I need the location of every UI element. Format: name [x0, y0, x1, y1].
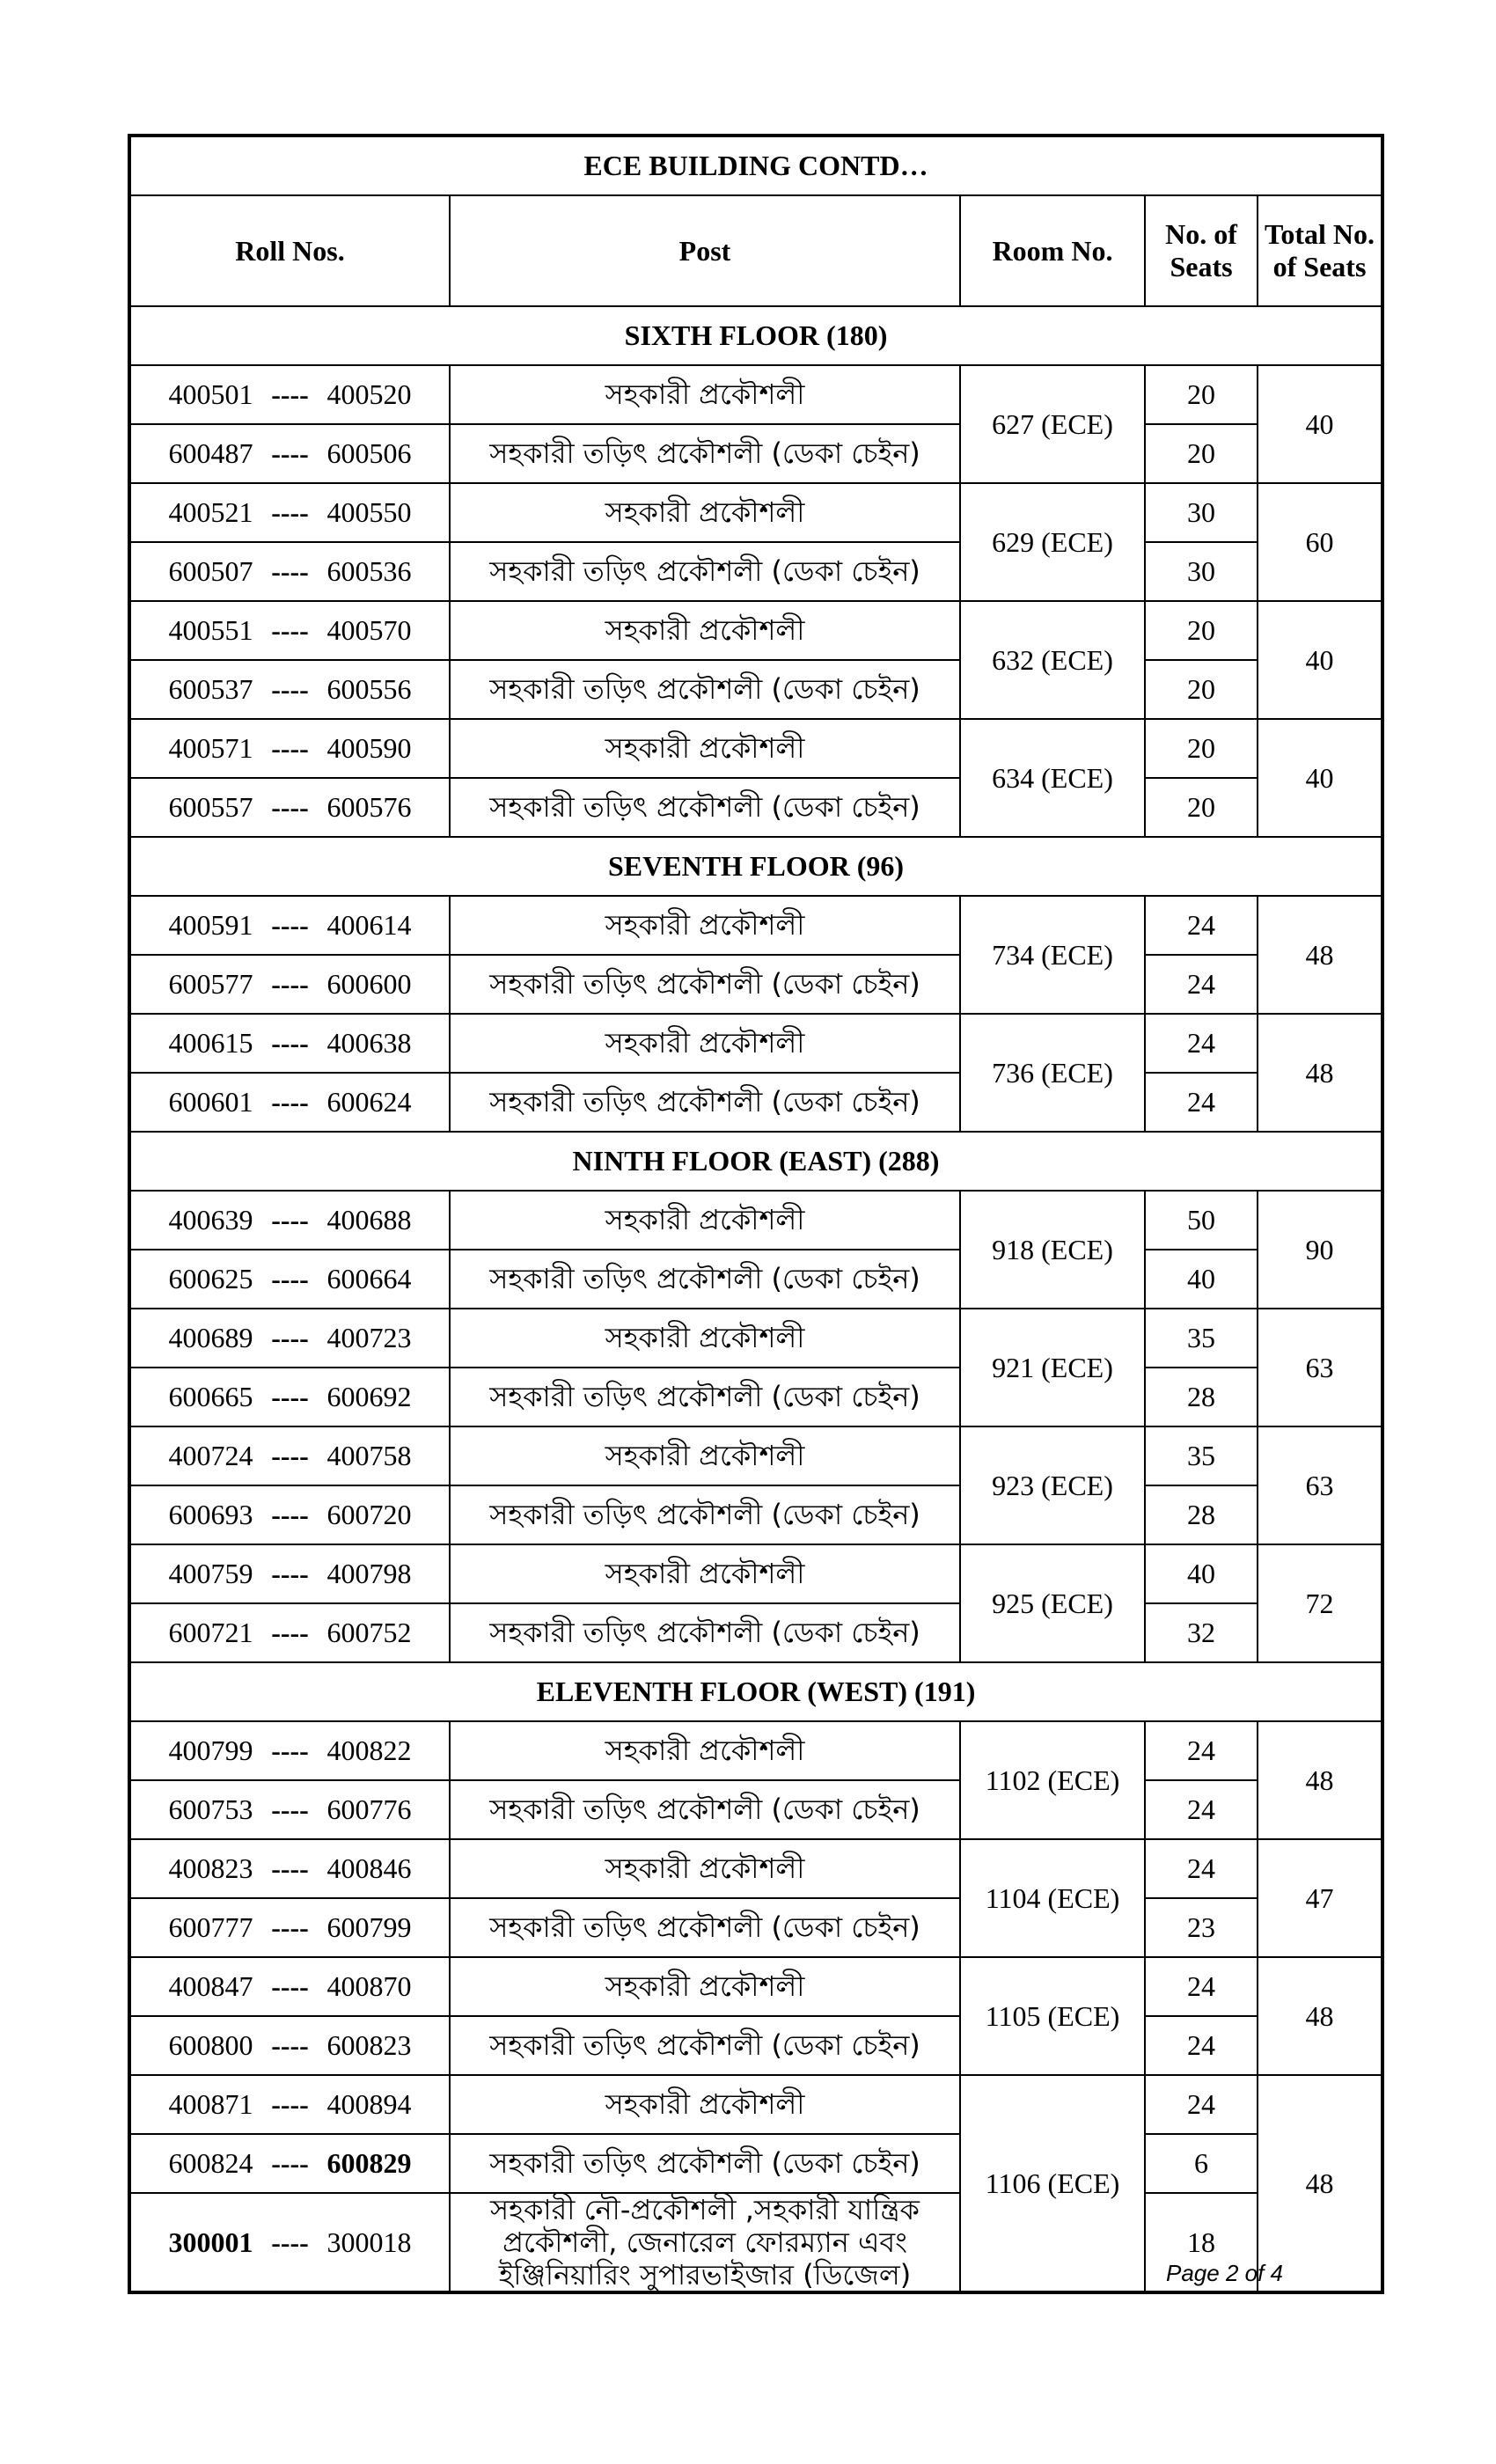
post-cell: সহকারী তড়িৎ প্রকৌশলী (ডেকা চেইন) [450, 424, 960, 483]
roll-range [129, 1309, 450, 1368]
post-cell: সহকারী প্রকৌশলী [450, 896, 960, 955]
roll-range [129, 1073, 450, 1132]
post-cell: সহকারী তড়িৎ প্রকৌশলী (ডেকা চেইন) [450, 1603, 960, 1662]
roll-from: 400551 [168, 614, 253, 647]
floor-section-row [129, 837, 1382, 896]
roll-to: 600506 [326, 437, 412, 470]
seats-cell: 20 [1145, 660, 1258, 719]
roll-from: 600800 [168, 2029, 253, 2062]
total-seats-cell: 47 [1258, 1839, 1382, 1957]
roll-from: 600665 [168, 1381, 253, 1413]
roll-from: 400615 [168, 1027, 253, 1060]
roll-to: 400638 [326, 1027, 412, 1060]
roll-dash: ---- [271, 2226, 309, 2258]
post-cell: সহকারী তড়িৎ প্রকৌশলী (ডেকা চেইন) [450, 1780, 960, 1839]
seats-cell: 50 [1145, 1191, 1258, 1250]
roll-dash: ---- [271, 1911, 309, 1944]
table-row [129, 483, 1382, 542]
table-row [129, 955, 1382, 1014]
roll-to: 400614 [326, 909, 412, 942]
roll-dash: ---- [271, 1852, 309, 1885]
seats-cell: 24 [1145, 2075, 1258, 2134]
table-row [129, 1250, 1382, 1309]
roll-dash: ---- [271, 378, 309, 411]
post-cell: সহকারী তড়িৎ প্রকৌশলী (ডেকা চেইন) [450, 2134, 960, 2193]
seats-cell: 20 [1145, 719, 1258, 778]
table-row [129, 1014, 1382, 1073]
seats-cell: 30 [1145, 542, 1258, 601]
post-cell: সহকারী প্রকৌশলী [450, 1309, 960, 1368]
roll-range [129, 1191, 450, 1250]
roll-to: 400894 [326, 2088, 412, 2121]
roll-from: 600577 [168, 968, 253, 1001]
seats-cell: 24 [1145, 1721, 1258, 1780]
post-cell: সহকারী তড়িৎ প্রকৌশলী (ডেকা চেইন) [450, 660, 960, 719]
roll-to: 600720 [326, 1499, 412, 1531]
roll-to: 600799 [326, 1911, 412, 1944]
roll-range [129, 1721, 450, 1780]
roll-to: 600536 [326, 555, 412, 588]
table-row [129, 660, 1382, 719]
roll-from: 600693 [168, 1499, 253, 1531]
room-no-cell: 918 (ECE) [960, 1191, 1145, 1309]
roll-to: 400550 [326, 496, 412, 529]
floor-title: ELEVENTH FLOOR (WEST) (191) [129, 1662, 1382, 1721]
roll-from: 300001 [168, 2226, 253, 2258]
seats-cell: 24 [1145, 1073, 1258, 1132]
seats-cell: 30 [1145, 483, 1258, 542]
roll-to: 600829 [326, 2147, 412, 2180]
post-cell: সহকারী প্রকৌশলী [450, 1544, 960, 1603]
roll-dash: ---- [271, 1793, 309, 1826]
roll-range [129, 896, 450, 955]
roll-to: 600776 [326, 1793, 412, 1826]
post-cell: সহকারী তড়িৎ প্রকৌশলী (ডেকা চেইন) [450, 955, 960, 1014]
roll-from: 400591 [168, 909, 253, 942]
post-cell: সহকারী তড়িৎ প্রকৌশলী (ডেকা চেইন) [450, 1898, 960, 1957]
roll-dash: ---- [271, 2088, 309, 2121]
room-no-cell: 1102 (ECE) [960, 1721, 1145, 1839]
roll-dash: ---- [271, 496, 309, 529]
table-row [129, 1603, 1382, 1662]
total-seats-cell: 48 [1258, 1014, 1382, 1132]
floor-section-row [129, 1662, 1382, 1721]
room-no-cell: 736 (ECE) [960, 1014, 1145, 1132]
roll-from: 400689 [168, 1322, 253, 1354]
roll-dash: ---- [271, 1322, 309, 1354]
seats-cell: 24 [1145, 1780, 1258, 1839]
roll-to: 300018 [326, 2226, 412, 2258]
room-no-cell: 634 (ECE) [960, 719, 1145, 837]
seats-cell: 24 [1145, 1839, 1258, 1898]
post-cell: সহকারী প্রকৌশলী [450, 1839, 960, 1898]
roll-range [129, 719, 450, 778]
roll-to: 400570 [326, 614, 412, 647]
post-cell: সহকারী নৌ-প্রকৌশলী ,সহকারী যান্ত্রিক প্রকৌশলী, জেনারেল ফোরম্যান এবং ইঞ্জিনিয়ারিং সুপারভাইজার (ডিজেল) [450, 2193, 960, 2292]
floor-title: SEVENTH FLOOR (96) [129, 837, 1382, 896]
table-row [129, 778, 1382, 837]
floor-title: NINTH FLOOR (EAST) (288) [129, 1132, 1382, 1191]
total-seats-cell: 48 [1258, 1957, 1382, 2075]
roll-dash: ---- [271, 2029, 309, 2062]
total-seats-cell: 63 [1258, 1309, 1382, 1426]
table-row [129, 365, 1382, 424]
roll-range [129, 1839, 450, 1898]
total-seats-cell: 60 [1258, 483, 1382, 601]
table-row [129, 2134, 1382, 2193]
roll-range [129, 1014, 450, 1073]
header-total-seats: Total No. of Seats [1258, 195, 1382, 306]
roll-dash: ---- [271, 732, 309, 765]
table-row [129, 2075, 1382, 2134]
seats-cell: 28 [1145, 1368, 1258, 1426]
roll-from: 400847 [168, 1970, 253, 2003]
roll-range [129, 955, 450, 1014]
roll-to: 600576 [326, 791, 412, 824]
roll-dash: ---- [271, 1086, 309, 1118]
roll-range [129, 1603, 450, 1662]
seats-cell: 24 [1145, 1957, 1258, 2016]
seats-cell: 40 [1145, 1250, 1258, 1309]
post-cell: সহকারী তড়িৎ প্রকৌশলী (ডেকা চেইন) [450, 1485, 960, 1544]
total-seats-cell: 48 [1258, 1721, 1382, 1839]
total-seats-cell: 90 [1258, 1191, 1382, 1309]
table-row [129, 896, 1382, 955]
header-roll-nos: Roll Nos. [129, 195, 450, 306]
roll-to: 600692 [326, 1381, 412, 1413]
table-row [129, 424, 1382, 483]
roll-from: 600601 [168, 1086, 253, 1118]
room-no-cell: 734 (ECE) [960, 896, 1145, 1014]
roll-range [129, 542, 450, 601]
seat-plan-table [128, 134, 1384, 2294]
roll-from: 600557 [168, 791, 253, 824]
roll-from: 400639 [168, 1204, 253, 1236]
roll-range [129, 1957, 450, 2016]
roll-from: 600537 [168, 673, 253, 706]
roll-dash: ---- [271, 1263, 309, 1295]
table-row [129, 2016, 1382, 2075]
roll-to: 400822 [326, 1734, 412, 1767]
roll-to: 400723 [326, 1322, 412, 1354]
table-row [129, 1544, 1382, 1603]
table-row [129, 1368, 1382, 1426]
room-no-cell: 1106 (ECE) [960, 2075, 1145, 2292]
roll-range [129, 660, 450, 719]
roll-dash: ---- [271, 2147, 309, 2180]
roll-from: 600777 [168, 1911, 253, 1944]
post-cell: সহকারী তড়িৎ প্রকৌশলী (ডেকা চেইন) [450, 542, 960, 601]
roll-dash: ---- [271, 791, 309, 824]
room-no-cell: 629 (ECE) [960, 483, 1145, 601]
post-cell: সহকারী প্রকৌশলী [450, 1957, 960, 2016]
header-no-of-seats: No. of Seats [1145, 195, 1258, 306]
roll-to: 400520 [326, 378, 412, 411]
total-seats-cell: 40 [1258, 365, 1382, 483]
table-row [129, 1191, 1382, 1250]
table-row [129, 601, 1382, 660]
table-row [129, 542, 1382, 601]
roll-to: 600556 [326, 673, 412, 706]
roll-range [129, 424, 450, 483]
table-row [129, 1721, 1382, 1780]
roll-dash: ---- [271, 1499, 309, 1531]
roll-dash: ---- [271, 614, 309, 647]
roll-from: 400799 [168, 1734, 253, 1767]
seats-cell: 20 [1145, 778, 1258, 837]
table-row [129, 1780, 1382, 1839]
roll-dash: ---- [271, 1558, 309, 1590]
roll-to: 400590 [326, 732, 412, 765]
floor-section-row [129, 306, 1382, 365]
roll-range [129, 2016, 450, 2075]
seats-cell: 20 [1145, 601, 1258, 660]
roll-range [129, 1368, 450, 1426]
roll-to: 600664 [326, 1263, 412, 1295]
seats-cell: 32 [1145, 1603, 1258, 1662]
seats-cell: 35 [1145, 1309, 1258, 1368]
seats-cell: 23 [1145, 1898, 1258, 1957]
roll-dash: ---- [271, 1027, 309, 1060]
roll-range [129, 2193, 450, 2292]
roll-from: 600625 [168, 1263, 253, 1295]
roll-range [129, 365, 450, 424]
seats-cell: 20 [1145, 424, 1258, 483]
header-room-no: Room No. [960, 195, 1145, 306]
seats-cell: 6 [1145, 2134, 1258, 2193]
roll-dash: ---- [271, 673, 309, 706]
roll-range [129, 778, 450, 837]
post-cell: সহকারী প্রকৌশলী [450, 1191, 960, 1250]
roll-to: 400846 [326, 1852, 412, 1885]
total-seats-cell: 63 [1258, 1426, 1382, 1544]
seats-cell: 24 [1145, 1014, 1258, 1073]
room-no-cell: 1105 (ECE) [960, 1957, 1145, 2075]
roll-range [129, 1898, 450, 1957]
post-cell: সহকারী প্রকৌশলী [450, 719, 960, 778]
post-cell: সহকারী প্রকৌশলী [450, 1426, 960, 1485]
roll-dash: ---- [271, 1381, 309, 1413]
post-cell: সহকারী প্রকৌশলী [450, 1014, 960, 1073]
roll-range [129, 1780, 450, 1839]
roll-from: 400759 [168, 1558, 253, 1590]
room-no-cell: 925 (ECE) [960, 1544, 1145, 1662]
floor-section-row [129, 1132, 1382, 1191]
post-cell: সহকারী প্রকৌশলী [450, 601, 960, 660]
post-cell: সহকারী তড়িৎ প্রকৌশলী (ডেকা চেইন) [450, 2016, 960, 2075]
page-number: Page 2 of 4 [1166, 2260, 1283, 2286]
roll-from: 400823 [168, 1852, 253, 1885]
header-post: Post [450, 195, 960, 306]
roll-to: 600823 [326, 2029, 412, 2062]
roll-range [129, 1250, 450, 1309]
post-cell: সহকারী তড়িৎ প্রকৌশলী (ডেকা চেইন) [450, 778, 960, 837]
roll-to: 400798 [326, 1558, 412, 1590]
roll-from: 400521 [168, 496, 253, 529]
roll-to: 400688 [326, 1204, 412, 1236]
floor-title: SIXTH FLOOR (180) [129, 306, 1382, 365]
roll-from: 600824 [168, 2147, 253, 2180]
room-no-cell: 921 (ECE) [960, 1309, 1145, 1426]
roll-dash: ---- [271, 909, 309, 942]
roll-range [129, 2134, 450, 2193]
roll-dash: ---- [271, 1204, 309, 1236]
roll-dash: ---- [271, 968, 309, 1001]
table-row [129, 1426, 1382, 1485]
roll-dash: ---- [271, 1617, 309, 1649]
roll-from: 400501 [168, 378, 253, 411]
post-cell: সহকারী প্রকৌশলী [450, 483, 960, 542]
seats-cell: 24 [1145, 2016, 1258, 2075]
roll-range [129, 1426, 450, 1485]
roll-from: 400871 [168, 2088, 253, 2121]
post-cell: সহকারী তড়িৎ প্রকৌশলী (ডেকা চেইন) [450, 1250, 960, 1309]
roll-from: 600753 [168, 1793, 253, 1826]
roll-to: 400758 [326, 1440, 412, 1472]
roll-dash: ---- [271, 1970, 309, 2003]
table-body [129, 306, 1382, 2292]
seats-cell: 24 [1145, 955, 1258, 1014]
total-seats-cell: 48 [1258, 896, 1382, 1014]
roll-dash: ---- [271, 1440, 309, 1472]
roll-to: 600624 [326, 1086, 412, 1118]
roll-dash: ---- [271, 555, 309, 588]
seats-cell: 18 [1145, 2193, 1258, 2292]
roll-to: 400870 [326, 1970, 412, 2003]
table-row [129, 1839, 1382, 1898]
roll-from: 400571 [168, 732, 253, 765]
table-row [129, 1957, 1382, 2016]
table-row [129, 1485, 1382, 1544]
total-seats-cell: 40 [1258, 719, 1382, 837]
roll-dash: ---- [271, 1734, 309, 1767]
post-cell: সহকারী তড়িৎ প্রকৌশলী (ডেকা চেইন) [450, 1073, 960, 1132]
roll-range [129, 2075, 450, 2134]
roll-range [129, 601, 450, 660]
seats-cell: 24 [1145, 896, 1258, 955]
table-row [129, 719, 1382, 778]
roll-from: 600507 [168, 555, 253, 588]
table-row [129, 1309, 1382, 1368]
room-no-cell: 627 (ECE) [960, 365, 1145, 483]
seats-cell: 35 [1145, 1426, 1258, 1485]
post-cell: সহকারী প্রকৌশলী [450, 2075, 960, 2134]
total-seats-cell: 40 [1258, 601, 1382, 719]
roll-from: 400724 [168, 1440, 253, 1472]
table-row [129, 1073, 1382, 1132]
seats-cell: 40 [1145, 1544, 1258, 1603]
roll-range [129, 1544, 450, 1603]
table-caption: ECE BUILDING CONTD… [129, 136, 1382, 195]
room-no-cell: 632 (ECE) [960, 601, 1145, 719]
total-seats-cell: 48 [1258, 2075, 1382, 2292]
post-cell: সহকারী প্রকৌশলী [450, 1721, 960, 1780]
table-row [129, 1898, 1382, 1957]
roll-to: 600752 [326, 1617, 412, 1649]
seats-cell: 20 [1145, 365, 1258, 424]
post-cell: সহকারী তড়িৎ প্রকৌশলী (ডেকা চেইন) [450, 1368, 960, 1426]
roll-from: 600721 [168, 1617, 253, 1649]
roll-to: 600600 [326, 968, 412, 1001]
roll-range [129, 483, 450, 542]
roll-from: 600487 [168, 437, 253, 470]
roll-dash: ---- [271, 437, 309, 470]
seats-cell: 28 [1145, 1485, 1258, 1544]
total-seats-cell: 72 [1258, 1544, 1382, 1662]
room-no-cell: 1104 (ECE) [960, 1839, 1145, 1957]
post-cell: সহকারী প্রকৌশলী [450, 365, 960, 424]
roll-range [129, 1485, 450, 1544]
room-no-cell: 923 (ECE) [960, 1426, 1145, 1544]
